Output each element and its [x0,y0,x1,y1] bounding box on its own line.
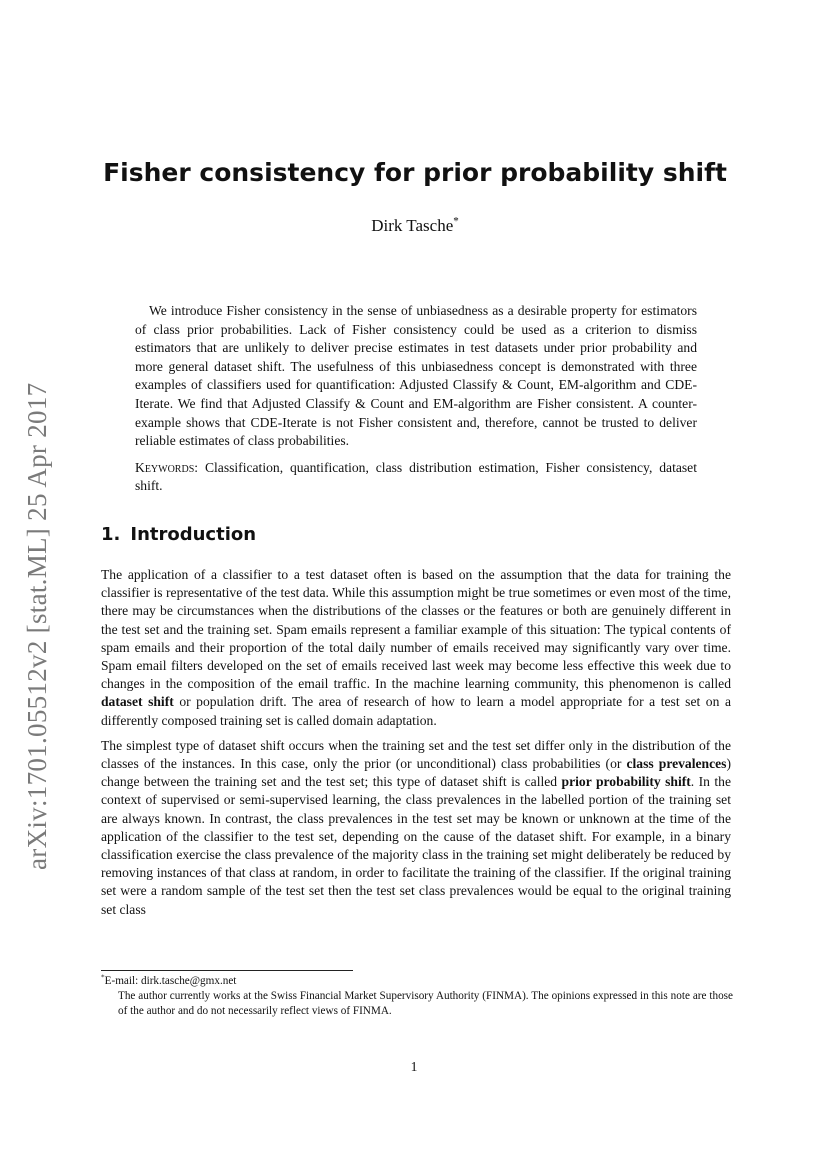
paragraph-text: The application of a classifier to a test dataset often is based on the assumption that the data for training the classifier is representative of the test data. While this assumption might be true sometimes or even most of the time, there may be circumstances when the distributions of the classes or the features or both are genuinely different in the test set and the training set. Spam emails represent a familiar example of this situation: The typical contents of spam emails and their proportion of the total daily number of emails received may significantly vary over time. Spam email filters developed on the set of emails received last week may become less effective this week due to changes in the composition of the email traffic. In the machine learning community, this phenomenon is called [101,567,731,692]
keywords-text: Classification, quantification, class distribution estimation, Fisher consistency, dataset shift. [135,459,697,494]
footnote-email: E-mail: dirk.tasche@gmx.net [104,975,237,987]
author-line [80,216,750,236]
bold-term: dataset shift [101,694,174,710]
paragraph-text: or population drift. The area of research of how to learn a model appropriate for a test set on a differently composed training set is called domain adaptation. [101,694,731,728]
abstract-text: We introduce Fisher consistency in the sense of unbiasedness as a desirable property for estimators of class prior probabilities. Lack of Fisher consistency could be used as a criterion to dismiss estimators that are unlikely to deliver precise estimates in test datasets under prior probability and more general dataset shift. The usefulness of this unbiasedness concept is demonstrated with three examples of classifiers used for quantification: Adjusted Classify & Count, EM-algorithm and CDE-Iterate. We find that Adjusted Classify & Count and EM-algorithm are Fisher consistent. A counter-example shows that CDE-Iterate is not Fisher consistent and, therefore, cannot be trusted to deliver reliable estimates of class probabilities. [135,303,697,449]
paragraph-text: . In the context of supervised or semi-supervised learning, the class prevalences in the labelled portion of the training set are always known. In contrast, the class prevalences in the test set may be known or unknown at the time of the application of the classifier to the test set, depending on the cause of the dataset shift. For example, in a binary classification exercise the class prevalence of the majority class in the training set might deliberately be reduced by removing instances of that class at random, in order to facilitate the training of the classifier. If the original training set were a random sample of the test set then the test set class prevalences would be equal to the original training set class [101,774,731,917]
page-number: 1 [410,1059,418,1074]
footnote-mark: * [101,973,105,982]
section-number: 1. [101,524,121,545]
keywords-label: Keywords: [135,459,199,475]
paragraph [101,566,731,730]
section-title: Introduction [130,524,257,545]
arxiv-identifier: arXiv:1701.05512v2 [stat.ML] 25 Apr 2017 [22,382,52,870]
author-name: Dirk Tasche [371,216,454,235]
footnote-rule [101,970,353,971]
body-text [101,566,731,926]
abstract [135,302,697,496]
paragraph [101,737,731,919]
author-footnote-mark: * [453,215,459,228]
bold-term: prior probability shift [561,774,691,790]
paper-title: Fisher consistency for prior probability shift [103,158,727,187]
footnote-email-line [101,974,733,989]
section-heading [101,524,256,545]
footnote [101,974,733,1019]
paragraph-text: ) change between the training set and the test set; this type of dataset shift is called [101,756,731,790]
footnote-text: The author currently works at the Swiss Financial Market Supervisory Authority (FINMA). The opinions expressed in this note are those of the author and do not necessarily reflect views of FINMA. [118,990,733,1017]
paragraph-text: The simplest type of dataset shift occurs when the training set and the test set differ only in the distribution of the classes of the instances. In this case, only the prior (or unconditional) class probabilities (or [101,737,731,772]
bold-term: class prevalences [626,756,727,772]
keywords [135,459,697,496]
